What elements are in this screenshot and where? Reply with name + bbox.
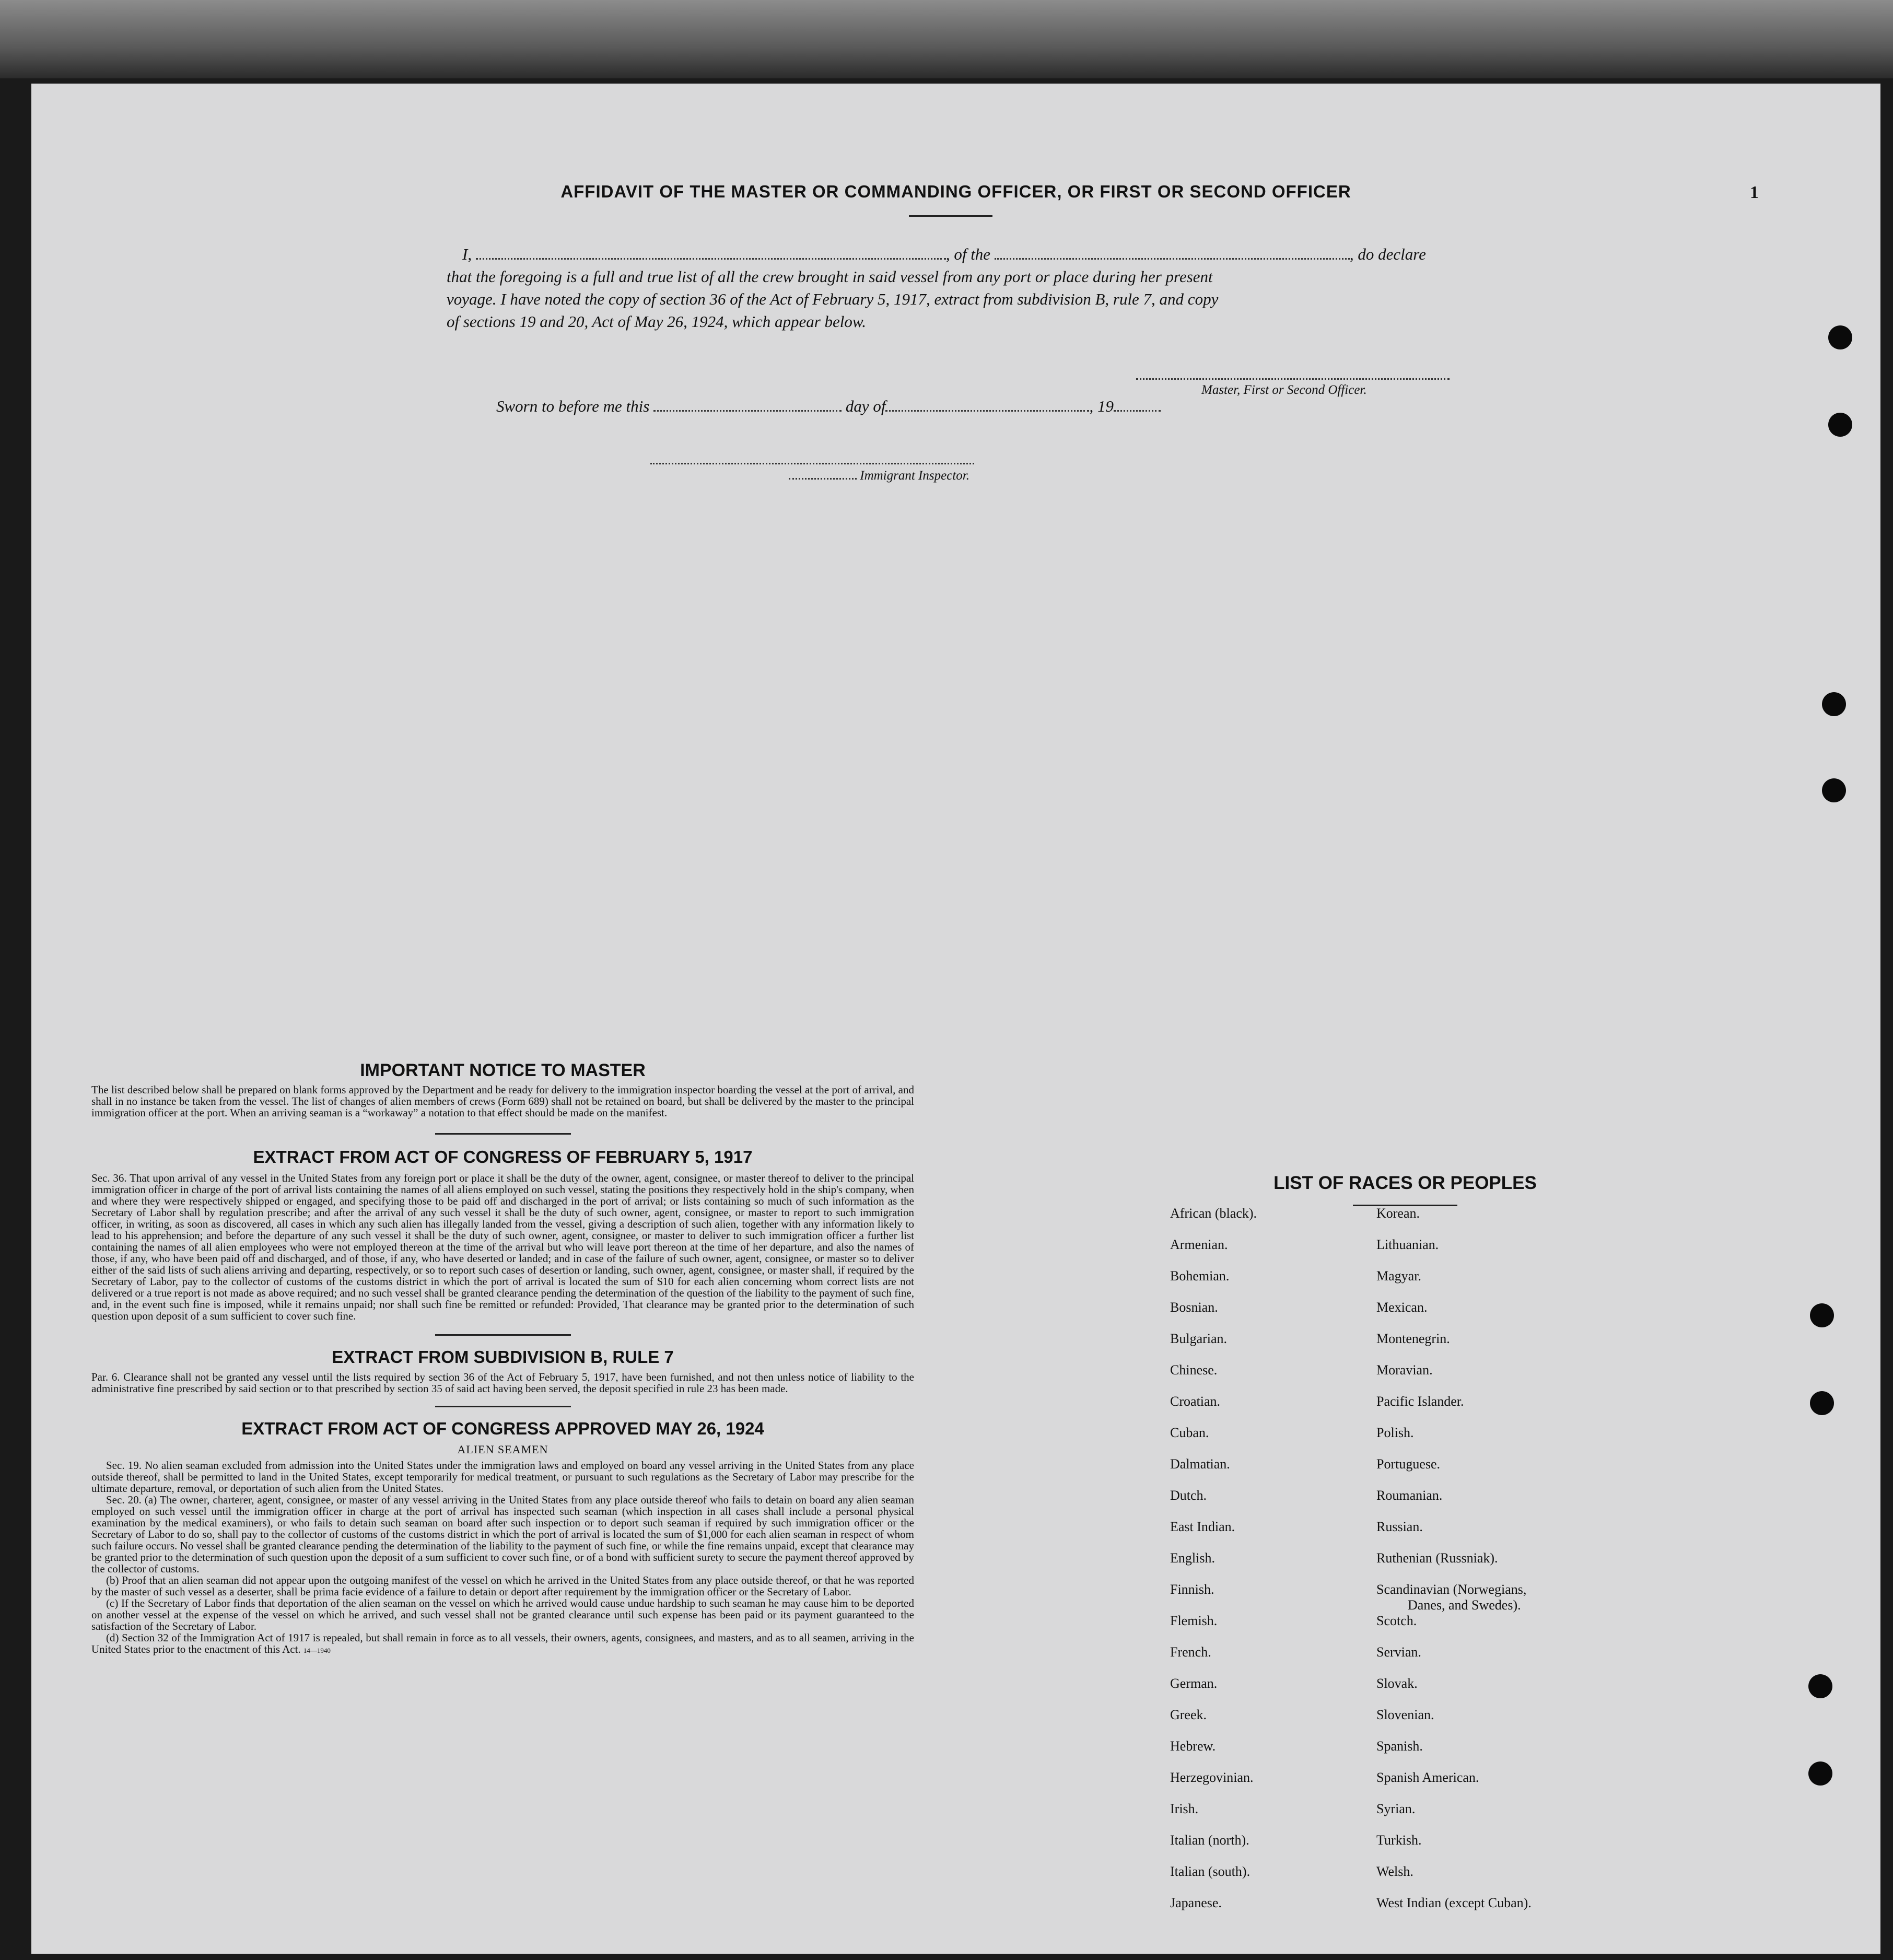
- race-item: Scotch.: [1376, 1613, 1417, 1628]
- sec20d-body: (d) Section 32 of the Immigration Act of 1917 is repealed, but shall remain in force as to all vessels, their owners, agents, consignees, and masters, and as to all seamen, arriving in the United States prior to the enactment of this Act.: [91, 1631, 914, 1655]
- race-item: Slovak.: [1376, 1676, 1418, 1691]
- race-item: Welsh.: [1376, 1864, 1413, 1879]
- affidavit-line-3: of sections 19 and 20, Act of May 26, 1924, which appear below.: [447, 312, 867, 331]
- alien-seamen-subtitle: ALIEN SEAMEN: [457, 1443, 548, 1456]
- divider: [435, 1334, 571, 1336]
- race-item: Dalmatian.: [1170, 1456, 1230, 1472]
- race-item: Ruthenian (Russniak).: [1376, 1550, 1498, 1566]
- rule7-title: EXTRACT FROM SUBDIVISION B, RULE 7: [332, 1347, 674, 1367]
- divider: [435, 1406, 571, 1407]
- race-item: Greek.: [1170, 1707, 1207, 1722]
- races-title: LIST OF RACES OR PEOPLES: [1273, 1173, 1537, 1193]
- affidavit-line-declare: [447, 243, 1523, 265]
- sec20c-text: (c) If the Secretary of Labor finds that deportation of the alien seaman on the vessel on which he arrived would cause undue hardship to such seaman he may cause him to be deported on another vessel at the expense of the vessel on which he arrived, and such vessel shall not be granted clearance until such expense has been paid or its payment guaranteed to the satisfaction of the Secretary of Labor.: [91, 1597, 914, 1632]
- race-item: Dutch.: [1170, 1488, 1207, 1503]
- master-signature-line[interactable]: [1136, 366, 1450, 380]
- race-item: Pacific Islander.: [1376, 1394, 1464, 1409]
- binder-hole: [1828, 325, 1852, 349]
- year-label: , 19: [1089, 397, 1114, 415]
- race-item: Herzegovinian.: [1170, 1770, 1254, 1785]
- race-item: Korean.: [1376, 1206, 1420, 1221]
- rule7-text: Par. 6. Clearance shall not be granted any vessel until the lists required by section 36 of the Act of February 5, 1917, have been furnished, and not then unless notice of liability to the administrative fine prescribed by said section or to that prescribed by section 35 of said act having been served, the deposit specified in rule 23 has been made.: [91, 1371, 914, 1395]
- inspector-prefix-blank: [789, 470, 857, 480]
- race-item: Russian.: [1376, 1519, 1423, 1534]
- sworn-day-blank[interactable]: [653, 398, 842, 412]
- race-item: Scandinavian (Norwegians,: [1376, 1582, 1527, 1597]
- race-item: Polish.: [1376, 1425, 1414, 1440]
- race-item: Irish.: [1170, 1801, 1199, 1816]
- affidavit-title: AFFIDAVIT OF THE MASTER OR COMMANDING OFFICER, OR FIRST OR SECOND OFFICER: [560, 182, 1351, 201]
- race-item: Portuguese.: [1376, 1456, 1441, 1472]
- race-item: Flemish.: [1170, 1613, 1218, 1628]
- race-item: Hebrew.: [1170, 1739, 1216, 1754]
- race-item: Magyar.: [1376, 1268, 1421, 1284]
- affidavit-body: [447, 243, 1523, 333]
- race-item: Turkish.: [1376, 1833, 1422, 1848]
- race-item: Chinese.: [1170, 1362, 1218, 1378]
- inspector-label-row: [789, 469, 969, 483]
- i-label: I,: [462, 245, 472, 263]
- do-declare-label: , do declare: [1349, 245, 1426, 263]
- race-item: German.: [1170, 1676, 1218, 1691]
- race-item: Moravian.: [1376, 1362, 1433, 1378]
- extract-1917-title: EXTRACT FROM ACT OF CONGRESS OF FEBRUARY 5, 1917: [253, 1147, 753, 1166]
- race-item: Bohemian.: [1170, 1268, 1230, 1284]
- race-item: Cuban.: [1170, 1425, 1209, 1440]
- race-item: French.: [1170, 1644, 1211, 1660]
- affidavit-line-2: voyage. I have noted the copy of section 36 of the Act of February 5, 1917, extract from subdivision B, rule 7, and copy: [447, 290, 1219, 308]
- vessel-blank[interactable]: [995, 246, 1350, 260]
- races-column-2: [1376, 1206, 1532, 1927]
- day-of-label: day of: [845, 397, 886, 415]
- race-item: Servian.: [1376, 1644, 1421, 1660]
- sec20b-text: (b) Proof that an alien seaman did not appear upon the outgoing manifest of the vessel on which he arrived in the United States from any place outside thereof, or that he was reported by the master of such vessel as a deserter, shall be prima facie evidence of a failure to detain or deport after requirement by the immigration officer or the Secretary of Labor.: [91, 1574, 914, 1598]
- race-item: Spanish.: [1376, 1739, 1423, 1754]
- race-item: Spanish American.: [1376, 1770, 1479, 1785]
- race-item: Italian (north).: [1170, 1833, 1249, 1848]
- race-item: Lithuanian.: [1376, 1237, 1439, 1252]
- race-item: Roumanian.: [1376, 1488, 1443, 1503]
- form-sheet: [31, 84, 1880, 1954]
- form-number: 14—1940: [303, 1647, 331, 1654]
- inspector-signature-line[interactable]: [650, 450, 974, 464]
- notices-column: [91, 1060, 914, 1656]
- sec20a-text: Sec. 20. (a) The owner, charterer, agent, consignee, or master of any vessel arriving in the United States from any place outside thereof who fails to detain on board any alien seaman employed on such vessel until the immigration officer in charge at the port of arrival has inspected such seaman (which inspection in all cases shall include a personal physical examination by the medical examiners), or who fails to detain such seaman on board after such inspection or to deport such seaman if required by such immigration officer or the Secretary of Labor to do so, shall pay to the collector of customs of the customs district in which the port of arrival is located the sum of $1,000 for each alien seaman in respect of whom such failure occurs. No vessel shall be granted clearance pending the determination of the liability to the payment of such fine, or while the fine remains unpaid, except that clearance may be granted prior to the determination of such question upon the deposit of a sum sufficient to cover such fine, or of a bond with sufficient surety to secure the payment thereof approved by the collector of customs.: [91, 1494, 914, 1575]
- race-item: Syrian.: [1376, 1801, 1416, 1816]
- races-column-1: [1170, 1206, 1257, 1927]
- race-item: Slovenian.: [1376, 1707, 1434, 1722]
- inspector-label: Immigrant Inspector.: [860, 469, 969, 483]
- extract-1924-title: EXTRACT FROM ACT OF CONGRESS APPROVED MAY 26, 1924: [241, 1419, 764, 1438]
- affidavit-line-1: that the foregoing is a full and true list of all the crew brought in said vessel from any port or place during her present: [447, 267, 1213, 286]
- sworn-label: Sworn to before me this: [496, 397, 650, 415]
- binder-hole: [1808, 1674, 1832, 1698]
- divider: [435, 1133, 571, 1135]
- binder-hole: [1810, 1391, 1834, 1415]
- race-item: Croatian.: [1170, 1394, 1221, 1409]
- divider: [909, 215, 992, 217]
- race-item: African (black).: [1170, 1206, 1257, 1221]
- sworn-month-blank[interactable]: [885, 398, 1089, 412]
- master-signature-label: Master, First or Second Officer.: [1201, 383, 1367, 397]
- race-item: Mexican.: [1376, 1300, 1428, 1315]
- binder-hole: [1808, 1761, 1832, 1786]
- of-the-label: , of the: [945, 245, 991, 263]
- race-item: Italian (south).: [1170, 1864, 1251, 1879]
- sworn-line: [496, 397, 1161, 416]
- race-item: Japanese.: [1170, 1895, 1222, 1910]
- page-mark: 1: [1750, 183, 1759, 202]
- sec20d-text: [91, 1632, 914, 1656]
- race-item: West Indian (except Cuban).: [1376, 1895, 1532, 1910]
- race-item-continuation: Danes, and Swedes).: [1408, 1597, 1521, 1613]
- binder-hole: [1810, 1303, 1834, 1327]
- race-item: Bulgarian.: [1170, 1331, 1228, 1346]
- scanner-top-strip: [0, 0, 1893, 78]
- notice-title: IMPORTANT NOTICE TO MASTER: [360, 1060, 646, 1080]
- binder-hole: [1828, 413, 1852, 437]
- sec19-text: Sec. 19. No alien seaman excluded from admission into the United States under the immigration laws and employed on board any vessel arriving in the United States from any place outside thereof, shall be permitted to land in the United States, except temporarily for medical treatment, or pursuant to such regulations as the Secretary of Labor may prescribe for the ultimate departure, removal, or deportation of such alien from the United States.: [91, 1459, 914, 1495]
- race-item: Finnish.: [1170, 1582, 1214, 1597]
- race-item: Armenian.: [1170, 1237, 1228, 1252]
- race-item: Montenegrin.: [1376, 1331, 1450, 1346]
- binder-hole: [1822, 692, 1846, 716]
- notice-text: The list described below shall be prepared on blank forms approved by the Department and be ready for delivery to the immigration inspector boarding the vessel at the port of arrival, and shall in no instance be taken from the vessel. The list of changes of alien members of crews (Form 689) shall not be retained on board, but shall be delivered by the master to the principal immigration officer at the port. When an arriving seaman is a “workaway” a notation to that effect should be made on the manifest.: [91, 1083, 914, 1119]
- race-item: East Indian.: [1170, 1519, 1235, 1534]
- year-blank[interactable]: [1114, 398, 1161, 412]
- race-item: Bosnian.: [1170, 1300, 1218, 1315]
- extract-1917-text: Sec. 36. That upon arrival of any vessel in the United States from any foreign port or place it shall be the duty of the owner, agent, consignee, or master thereof to deliver to the principal immigration officer in charge of the port of arrival lists containing the names of all aliens employed on such vessel, stating the positions they respectively hold in the ship's company, when and where they were respectively shipped or engaged, and specifying those to be paid off and discharged in the port of arrival; or lists containing so much of such information as the Secretary of Labor shall by regulation prescribe; and after the arrival of any such vessel it shall be the duty of such owner, agent, consignee, or master to report to such immigration officer, in writing, as soon as discovered, all cases in which any such alien has illegally landed from the vessel, giving a description of such alien, together with any information likely to lead to his apprehension; and before the departure of any such vessel it shall be the duty of such owner, agent, consignee, or master to deliver to such immigration officer a further list containing the names of all alien employees who were not employed thereon at the time of the arrival but who will leave port thereon at the time of her departure, and also the names of those, if any, who have been paid off and discharged, and of those, if any, who have deserted or landed; and in case of the failure of such owner, agent, consignee, or master so to deliver either of the said lists of such aliens arriving and departing, respectively, or so to report such cases of desertion or landing, such owner, agent, consignee, or master shall, if required by the Secretary of Labor, pay to the collector of customs of the customs district in which the port of arrival is located the sum of $10 for each alien concerning whom correct lists are not delivered or a true report is not made as above required; and no such vessel shall be granted clearance pending the determination of the question of the liability to the payment of such fine, and, in the event such fine is imposed, while it remains unpaid; nor shall such fine be remitted or refunded: Provided, That clearance may be granted prior to the determination of such question upon deposit of a sum sufficient to cover such fine.: [91, 1172, 914, 1322]
- binder-hole: [1822, 778, 1846, 802]
- race-item: English.: [1170, 1550, 1215, 1566]
- name-blank[interactable]: [476, 246, 946, 260]
